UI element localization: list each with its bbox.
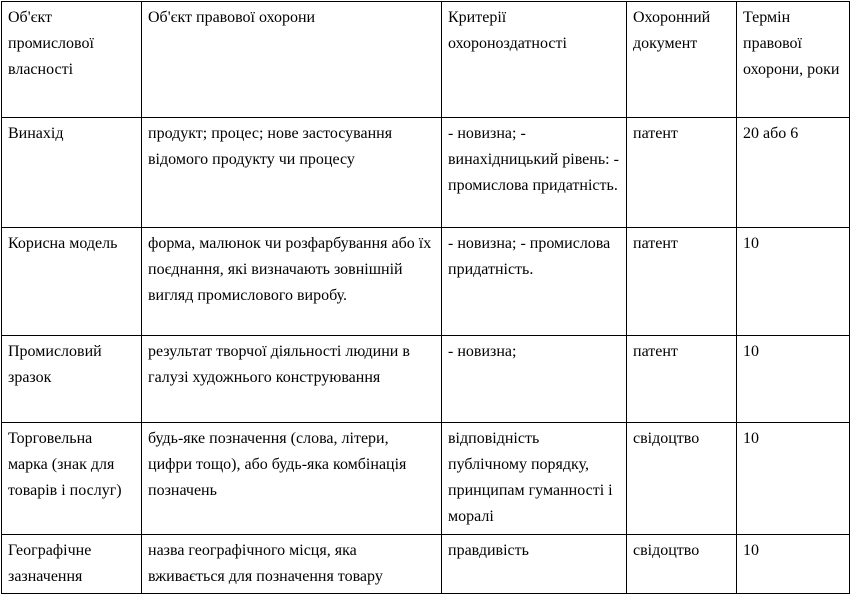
table-row	[2, 118, 850, 228]
header-object-type: Об'єкт промислової власності	[2, 2, 142, 118]
table-cell: Корисна модель	[2, 228, 142, 336]
table-cell: - новизна; - винахідницький рівень: - промислова придатність.	[442, 118, 627, 228]
ip-objects-table	[1, 1, 850, 594]
table-cell: відповідність публічному порядку, принципам гуманності і моралі	[442, 423, 627, 535]
table-cell: правдивість	[442, 535, 627, 594]
table-row	[2, 535, 850, 594]
table-cell: - новизна;	[442, 336, 627, 423]
table-cell: Промисловий зразок	[2, 336, 142, 423]
header-document: Охоронний документ	[627, 2, 737, 118]
table-cell: назва географічного місця, яка вживається для позначення товару	[142, 535, 442, 594]
table-cell: 10	[737, 423, 850, 535]
table-cell: продукт; процес; нове застосування відомого продукту чи процесу	[142, 118, 442, 228]
table-cell: свідоцтво	[627, 535, 737, 594]
table-cell: 10	[737, 336, 850, 423]
table-cell: Винахід	[2, 118, 142, 228]
table-cell: патент	[627, 336, 737, 423]
table-cell: Торговельна марка (знак для товарів і послуг)	[2, 423, 142, 535]
table-cell: будь-яке позначення (слова, літери, цифри тощо), або будь-яка комбінація позначень	[142, 423, 442, 535]
table-cell: свідоцтво	[627, 423, 737, 535]
table-cell: патент	[627, 228, 737, 336]
header-term: Термін правової охорони, роки	[737, 2, 850, 118]
table-cell: - новизна; - промислова придатність.	[442, 228, 627, 336]
table-header-row	[2, 2, 850, 118]
table-cell: Географічне зазначення	[2, 535, 142, 594]
header-criteria: Критерії охороноздатності	[442, 2, 627, 118]
table-cell: результат творчої діяльності людини в галузі художнього конструювання	[142, 336, 442, 423]
table-row	[2, 228, 850, 336]
table-cell: патент	[627, 118, 737, 228]
table-cell: 20 або 6	[737, 118, 850, 228]
table-cell: форма, малюнок чи розфарбування або їх поєднання, які визначають зовнішній вигляд промислового виробу.	[142, 228, 442, 336]
header-protection-object: Об'єкт правової охорони	[142, 2, 442, 118]
table-row	[2, 423, 850, 535]
table-cell: 10	[737, 228, 850, 336]
table-cell: 10	[737, 535, 850, 594]
table-row	[2, 336, 850, 423]
